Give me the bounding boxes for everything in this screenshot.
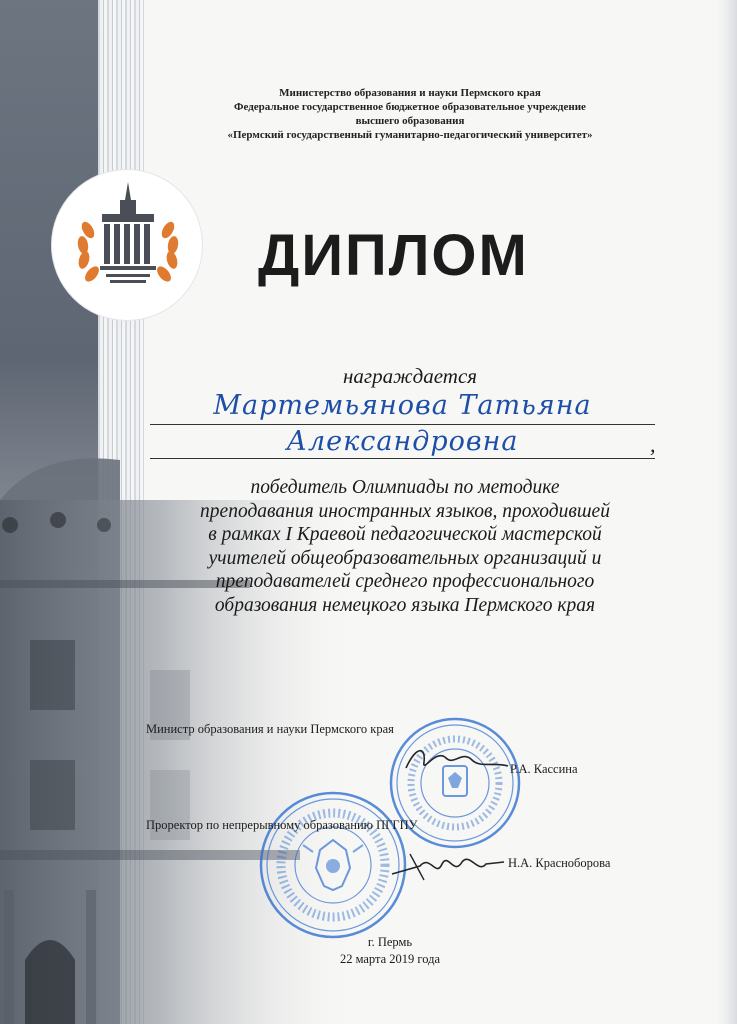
minister-name: Р.А. Кассина [510,762,578,776]
header-university-name: «Пермский государственный гуманитарно-педагогический университет» [227,129,593,141]
award-description [140,476,670,617]
recipient-comma: , [650,432,656,457]
header-institution-type: Федеральное государственное бюджетное образовательное учреждение [234,101,586,113]
description-line: победитель Олимпиады по методике [250,477,560,498]
awarded-label: награждается [342,364,478,388]
minister-title: Министр образования и науки Пермского края [146,722,394,736]
prorector-name: Н.А. Красноборова [508,856,611,870]
header-education-level: высшего образования [355,115,465,127]
issue-place-date [300,934,480,968]
diploma-title: ДИПЛОМ [258,223,529,288]
header-ministry: Министерство образования и науки Пермского края [279,87,541,99]
issue-date: 22 марта 2019 года [339,952,441,966]
recipient-patronymic-line [150,424,655,459]
description-line: учителей общеобразовательных организаций и [208,547,602,569]
university-stamp [258,790,408,940]
description-line: образования немецкого языка Пермского края [214,594,596,616]
description-line: преподавания иностранных языков, проходившей [200,500,610,522]
recipient-name-first: Мартемьянова Татьяна [213,390,592,421]
prorector-title: Проректор по непрерывному образованию ПГГПУ [146,818,418,832]
issue-city: г. Пермь [367,935,413,949]
page-right-edge [717,0,737,1024]
university-logo-icon [68,180,188,300]
description-line: в рамках I Краевой педагогической мастерской [208,524,602,545]
recipient-name-patronymic: Александровна [286,426,519,457]
recipient-name-line [150,388,655,425]
description-line: преподавателей среднего профессионального [215,571,595,592]
institution-header [150,86,670,142]
prorector-signature [390,844,506,884]
minister-signature [402,740,512,780]
